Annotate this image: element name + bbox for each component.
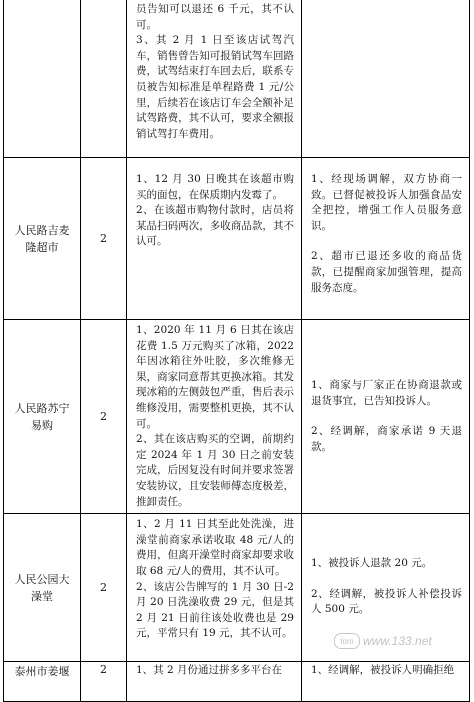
complaint-detail-cell bbox=[127, 0, 302, 158]
resolution-cell bbox=[302, 662, 470, 702]
resolution-cell bbox=[302, 158, 470, 320]
complaint-detail-paragraph: 3、其 2 月 1 日至该店试驾汽车，销售曾告知可报销试驾车回路费，试驾结束打车回去后，联系专员被告知标准是单程路费 1 元/公里，后续若在该店订车会全额补足试驾路费，其不认可，要求全额报销试驾打车费用。 bbox=[136, 34, 294, 140]
resolution-cell bbox=[302, 0, 470, 158]
complaint-detail-paragraph: 2、其在该店购买的空调，前期约定 2024 年 1 月 30 日之前安装完成，后因复没有时间并要求签署安装协议，且安装师傅态度极差，推卸责任。 bbox=[136, 433, 294, 508]
complaints-table bbox=[3, 0, 470, 702]
merchant-name-cell: 泰州市姜堰 bbox=[4, 662, 81, 702]
complaint-detail-paragraph: 2、在该超市购物付款时，店员将某品扫码两次，多收商品款，其不认可。 bbox=[136, 204, 294, 248]
resolution-paragraph: 1、商家与厂家正在协商退款或退货事宜，已告知投诉人。 bbox=[311, 379, 462, 407]
watermark-logo-icon: tom bbox=[334, 633, 360, 649]
resolution-paragraph: 2、超市已退还多收的商品货款，已提醒商家加强管理，提高服务态度。 bbox=[311, 250, 462, 294]
complaint-detail-paragraph: 1、2 月 11 日其至此处洗澡，进澡堂前商家承诺收取 48 元/人的费用，但离开澡堂时商家却要求收取 68 元/人的费用，其不认可。 bbox=[136, 518, 294, 577]
resolution-cell bbox=[302, 514, 470, 662]
complaint-detail-cell bbox=[127, 158, 302, 320]
merchant-name-cell: 人民路苏宁易购 bbox=[4, 320, 81, 514]
complaint-count-cell: 2 bbox=[81, 662, 127, 702]
table-row bbox=[4, 320, 470, 514]
resolution-paragraph: 1、经现场调解，双方协商一致。已督促被投诉人加强食品安全把控，增强工作人员服务意识。 bbox=[311, 173, 462, 232]
complaint-detail-paragraph: 1、12 月 30 日晚其在该超市购买的面包，在保质期内发霉了。 bbox=[136, 173, 294, 201]
table-row bbox=[4, 0, 470, 158]
resolution-paragraph: 2、经调解，被投诉人补偿投诉人 500 元。 bbox=[311, 587, 462, 616]
complaint-count-cell: 2 bbox=[81, 514, 127, 662]
complaint-detail-paragraph: 员告知可以退还 6 千元，其不认可。 bbox=[136, 3, 294, 31]
merchant-name-cell: 人民路吉麦隆超市 bbox=[4, 158, 81, 320]
complaint-detail-paragraph: 2、该店公告牌写的 1 月 30 日-2 月 20 日洗澡收费 29 元，但是其 2 月 21 日前往该处收费也是 29 元，平常只有 19 元，其不认可。 bbox=[136, 580, 294, 640]
merchant-name-cell: 人民公园大澡堂 bbox=[4, 514, 81, 662]
complaint-count-cell: 2 bbox=[81, 158, 127, 320]
complaint-detail-cell bbox=[127, 662, 302, 702]
resolution-paragraph: 1、被投诉人退款 20 元。 bbox=[311, 557, 433, 570]
resolution-paragraph: 2、经调解，商家承诺 9 天退款。 bbox=[311, 425, 462, 453]
complaint-detail-paragraph: 1、2020 年 11 月 6 日其在该店花费 1.5 万元购买了冰箱，2022 年因冰箱往外吐胶，多次维修无果，商家同意帮其更换冰箱。其发现冰箱的左侧鼓包严重，售后表示维修没用，需要整机更换，其不认可。 bbox=[136, 324, 294, 430]
resolution-cell bbox=[302, 320, 470, 514]
resolution-paragraph: 1、经调解，被投诉人明确拒绝 bbox=[311, 664, 455, 677]
complaint-detail-cell bbox=[127, 320, 302, 514]
watermark-site-text: www.133.net bbox=[363, 634, 432, 648]
complaint-detail-paragraph: 1、其 2 月份通过拼多多平台在 bbox=[136, 664, 283, 677]
merchant-name-cell bbox=[4, 0, 81, 158]
complaint-count-cell bbox=[81, 0, 127, 158]
table-row bbox=[4, 514, 470, 662]
table-row bbox=[4, 158, 470, 320]
complaint-detail-cell bbox=[127, 514, 302, 662]
table-row bbox=[4, 662, 470, 702]
complaint-count-cell: 2 bbox=[81, 320, 127, 514]
